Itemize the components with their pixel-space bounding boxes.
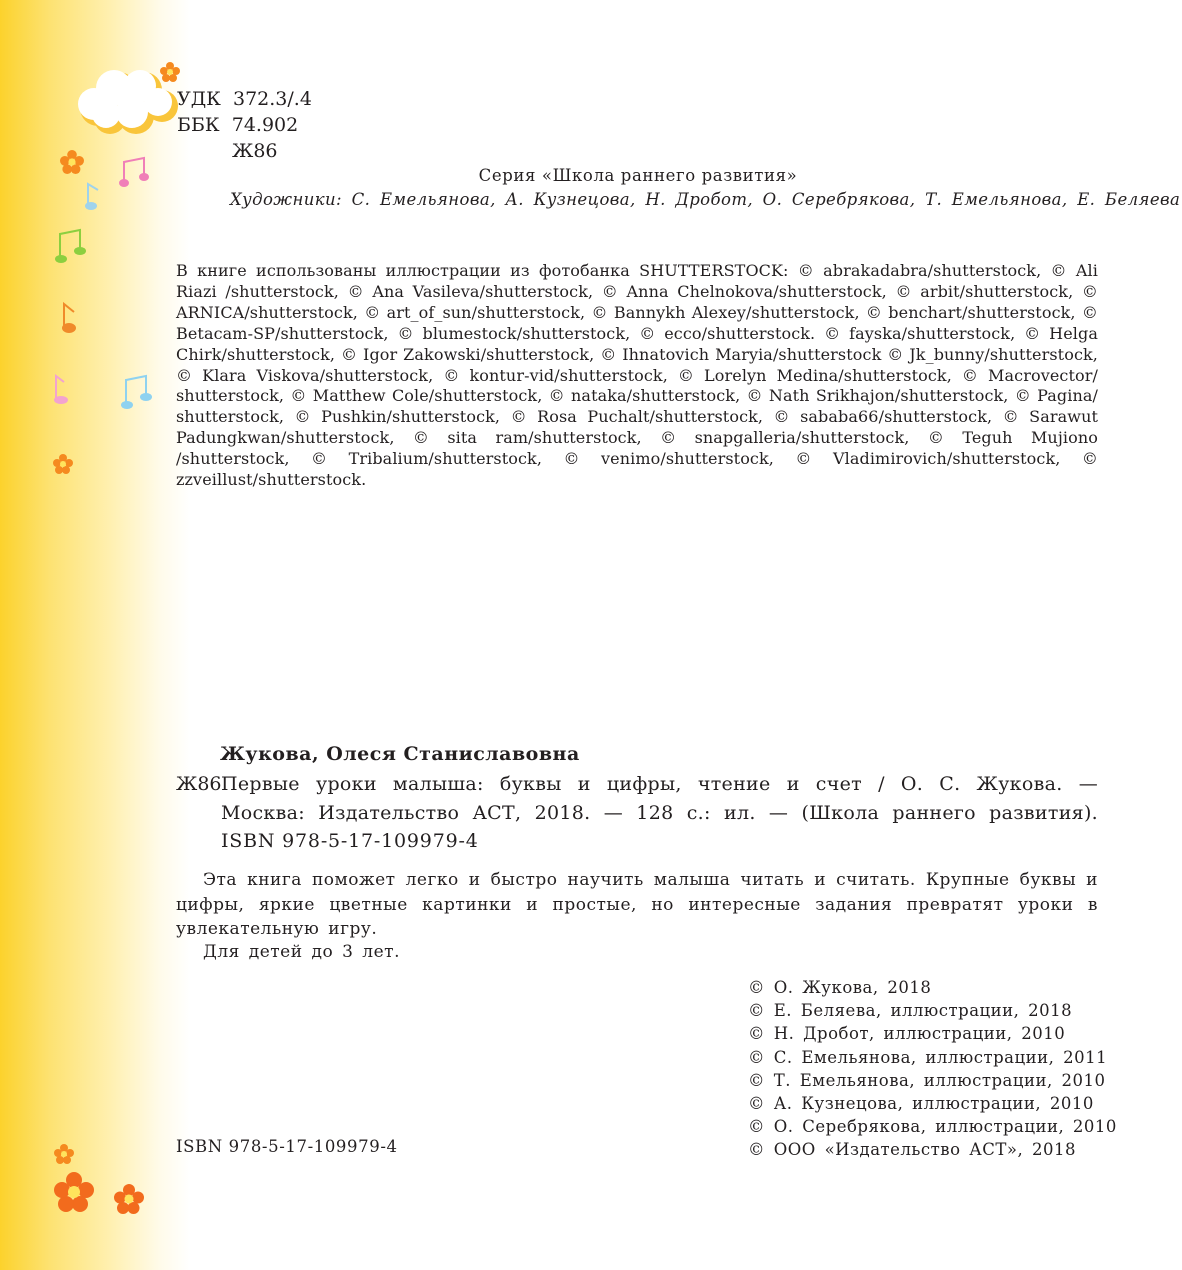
annotation-text: Эта книга поможет легко и быстро научить малыша читать и считать. Крупные буквы и цифры, яркие цветные картинки и простые, но интересные задания превратят уроки в увлекательную игру. [176,870,1098,939]
series-line: Серия «Школа раннего развития» [478,166,798,185]
classification-codes [177,86,312,164]
music-note-icon [56,300,82,336]
flower-icon [53,454,73,474]
flower-icon [114,1184,144,1214]
flower-icon [160,62,180,82]
copyright-item: © Е. Беляева, иллюстрации, 2018 [748,1001,1073,1021]
bibliographic-line-1: Первые уроки малыша: буквы и цифры, чтение и счет / О. С. Жукова. — [221,773,1098,795]
bbk-value: 74.902 [231,114,299,136]
copyright-item: © О. Серебрякова, иллюстрации, 2010 [748,1117,1117,1137]
annotation [176,868,1098,942]
bibliographic-isbn: ISBN 978-5-17-109979-4 [221,830,479,852]
copyright-item: © ООО «Издательство АСТ», 2018 [748,1140,1076,1160]
author-mark: Ж86 [232,140,278,162]
bbk-label: ББК [177,114,220,136]
music-note-icon [120,372,154,412]
age-note: Для детей до 3 лет. [203,942,400,962]
copyright-item: © А. Кузнецова, иллюстрации, 2010 [748,1094,1094,1114]
flower-icon [54,1172,94,1212]
music-note-icon [48,372,74,408]
copyright-item: © Т. Емельянова, иллюстрации, 2010 [748,1070,1106,1090]
bibliographic-line-2: Москва: Издательство АСТ, 2018. — 128 с.: ил. — (Школа раннего развития). [221,801,1098,824]
bibliographic-record [176,770,1098,856]
udk-row [177,86,312,112]
copyright-item: © Н. Дробот, иллюстрации, 2010 [748,1024,1066,1044]
artists-line: Художники: С. Емельянова, А. Кузнецова, Н. Дробот, О. Серебрякова, Т. Емельянова, Е. Беляева [230,190,1181,209]
copyright-item: © О. Жукова, 2018 [748,978,932,997]
copyright-list [748,976,1117,1162]
music-note-icon [118,154,152,190]
photo-credits: В книге использованы иллюстрации из фотобанка SHUTTERSTOCK: © abrakadabra/shutterstock, © Ali Riazi /shutterstock, © Ana Vasileva/shutterstock, © Anna Chelnokova/shutterstock, © arbit/shutterstock, © ARNICA/shutterstock, © art_of_sun/shutterstock, © Bannykh Alexey/shutterstock, © benchart/shutterstock, © Betacam-SP/shutterstock, © blumestock/shutterstock, © ecco/shutterstock. © fayska/shutterstock, © Helga Chirk/shutterstock, © Igor Zakowski/shutterstock, © Ihnatovich Maryia/shutterstock © Jk_bunny/shutterstock, © Klara Viskova/shutterstock, © kontur-vid/shutterstock, © Lorelyn Medina/shutterstock, © Macrovector/ shutterstock, © Matthew Cole/shutterstock, © nataka/shutterstock, © Nath Srikhajon/shutterstock, © Pagina/ shutterstock, © Pushkin/shutterstock, © Rosa Puchalt/shutterstock, © sababa66/shutterstock, © Sarawut Padungkwan/shutterstock, © sita ram/shutterstock, © snapgalleria/shutterstock, © Teguh Mujiono /shutterstock, © Tribalium/shutterstock, © venimo/shutterstock, © Vladimirovich/shutterstock, © zzveillust/shutterstock. [176,261,1098,490]
flower-icon [60,150,84,174]
isbn-bottom: ISBN 978-5-17-109979-4 [176,1137,398,1156]
copyright-item: © С. Емельянова, иллюстрации, 2011 [748,1047,1108,1067]
music-note-icon [54,226,88,266]
author-name: Жукова, Олеся Станиславовна [220,743,580,765]
bbk-row [177,112,312,138]
music-note-icon [82,180,104,212]
bibliographic-mark: Ж86 [176,773,222,795]
flower-icon [54,1144,74,1164]
udk-value: 372.3/.4 [232,88,312,110]
udk-label: УДК [177,88,221,110]
